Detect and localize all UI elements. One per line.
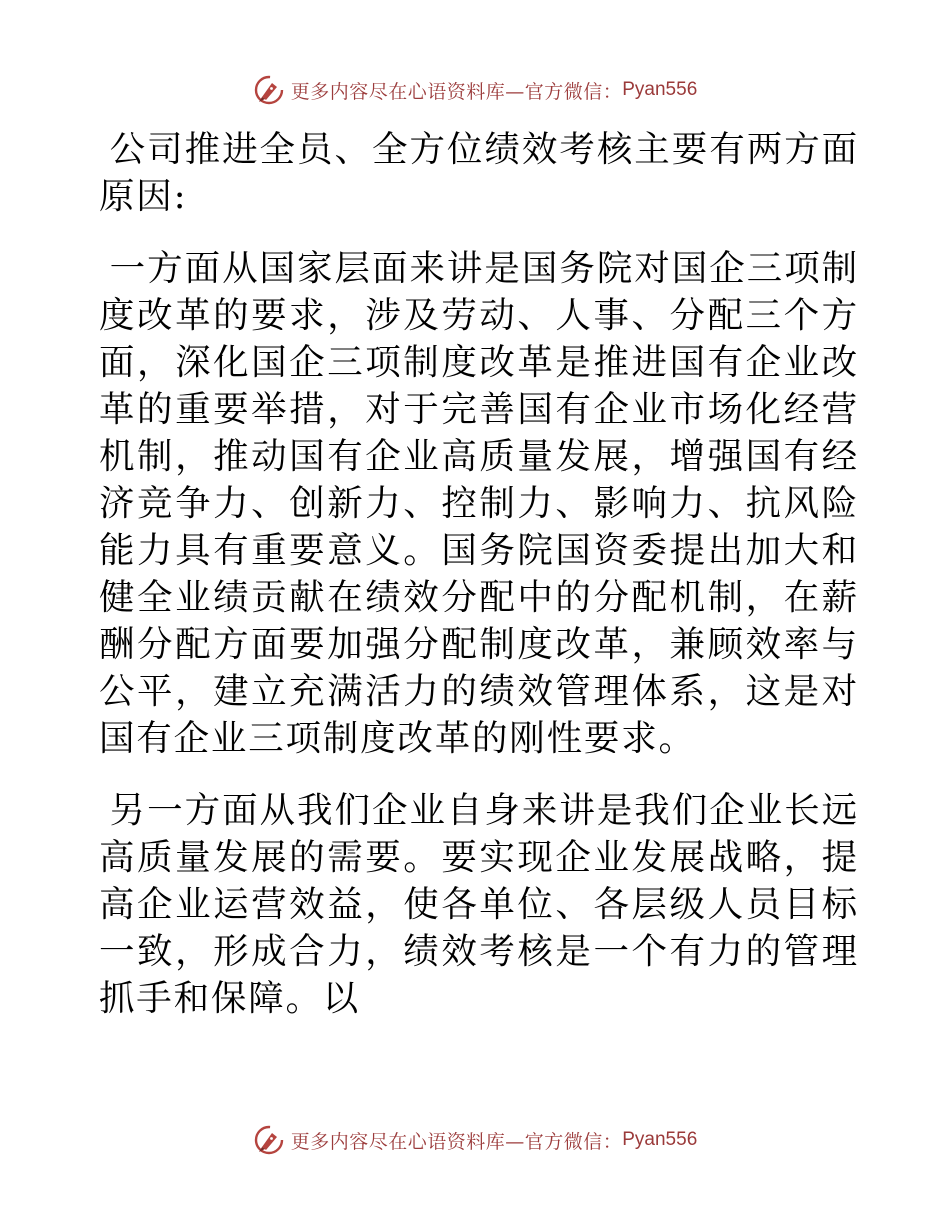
footer-banner-account: Pyan556: [622, 1129, 698, 1150]
pen-nib-logo-icon: [253, 1124, 285, 1156]
paragraph-national-level: 一方面从国家层面来讲是国务院对国企三项制度改革的要求，涉及劳动、人事、分配三个方面，深化国企三项制度改革是推进国有企业改革的重要举措，对于完善国有企业市场化经营机制，推动国有企业高质量发展，增强国有经济竞争力、创新力、控制力、影响力、抗风险能力具有重要意义。国务院国资委提出加大和健全业绩贡献在绩效分配中的分配机制，在薪酬分配方面要加强分配制度改革，兼顾效率与公平，建立充满活力的绩效管理体系，这是对国有企业三项制度改革的刚性要求。: [99, 248, 859, 759]
paragraph-enterprise-level: 另一方面从我们企业自身来讲是我们企业长远高质量发展的需要。要实现企业发展战略，提高企业运营效益，使各单位、各层级人员目标一致，形成合力，绩效考核是一个有力的管理抓手和保障。以: [99, 790, 859, 1019]
header-banner: [0, 72, 950, 108]
paragraph-intro: 公司推进全员、全方位绩效考核主要有两方面原因:: [99, 129, 859, 217]
header-banner-text: 更多内容尽在心语资料库—官方微信：: [290, 80, 623, 103]
pen-nib-logo-icon: [253, 74, 285, 106]
document-body: [99, 126, 859, 1047]
header-banner-account: Pyan556: [622, 79, 698, 100]
footer-banner: [0, 1122, 950, 1158]
footer-banner-text: 更多内容尽在心语资料库—官方微信：: [290, 1130, 623, 1153]
